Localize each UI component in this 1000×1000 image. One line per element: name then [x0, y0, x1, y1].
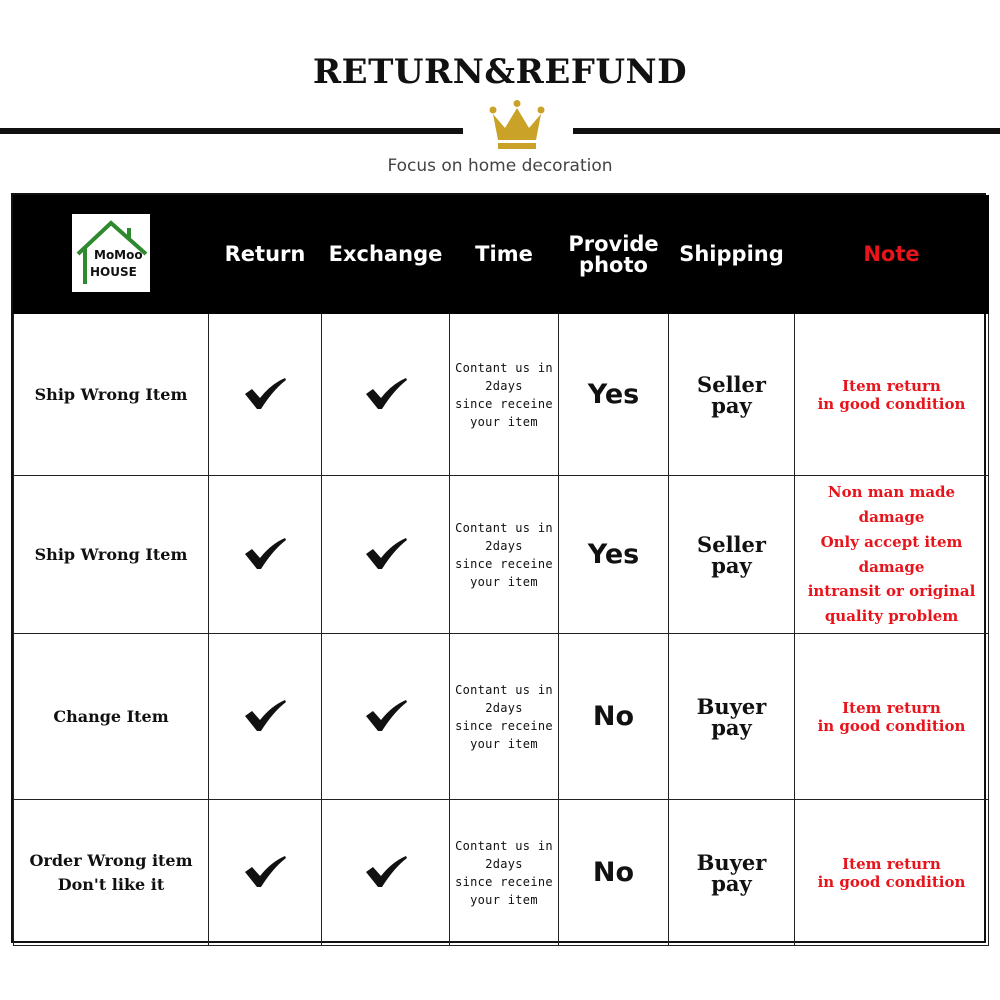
- situation-text: Change Item: [53, 706, 169, 726]
- checkmark-icon: [243, 536, 287, 570]
- shipping-text: Buyer: [696, 693, 767, 719]
- checkmark-icon: [243, 698, 287, 732]
- title-rule-right: [573, 128, 1000, 134]
- shipping-cell: [669, 800, 795, 946]
- note-cell: [795, 634, 989, 800]
- return-cell: [209, 634, 322, 800]
- checkmark-icon: [364, 854, 408, 888]
- note-text: Item return: [842, 698, 941, 717]
- return-refund-table: [11, 193, 986, 943]
- shipping-cell: [669, 314, 795, 476]
- note-text: Item return: [842, 854, 941, 873]
- column-header-note: Note: [795, 196, 989, 314]
- time-text: 2days: [485, 856, 523, 871]
- exchange-cell: [322, 476, 450, 634]
- time-cell: [450, 476, 559, 634]
- time-text: since receine: [455, 556, 553, 571]
- checkmark-icon: [243, 854, 287, 888]
- time-text: 2days: [485, 538, 523, 553]
- exchange-cell: [322, 314, 450, 476]
- column-header-time: Time: [450, 196, 559, 314]
- time-cell: [450, 634, 559, 800]
- shipping-text: pay: [711, 870, 752, 896]
- time-text: your item: [470, 892, 538, 907]
- note-text: in good condition: [817, 872, 966, 891]
- time-text: Contant us in: [455, 682, 553, 697]
- situation-text: Don't like it: [57, 874, 165, 894]
- crown-icon: [489, 100, 545, 152]
- note-text: in good condition: [817, 394, 966, 413]
- situation-cell: [14, 476, 209, 634]
- note-text: Only accept item damage: [820, 532, 963, 576]
- time-text: Contant us in: [455, 520, 553, 535]
- logo-text-line1: MoMoo: [94, 247, 143, 262]
- time-text: since receine: [455, 396, 553, 411]
- time-text: your item: [470, 736, 538, 751]
- time-cell: [450, 314, 559, 476]
- provide-photo-cell: No: [559, 800, 669, 946]
- table-header-row: [14, 196, 989, 314]
- time-cell: [450, 800, 559, 946]
- provide-photo-cell: Yes: [559, 314, 669, 476]
- shipping-text: pay: [711, 392, 752, 418]
- note-text: intransit or original: [807, 582, 976, 601]
- provide-photo-header-line: Provide: [568, 231, 659, 256]
- time-text: Contant us in: [455, 360, 553, 375]
- checkmark-icon: [364, 536, 408, 570]
- situation-cell: [14, 634, 209, 800]
- column-header-exchange: Exchange: [322, 196, 450, 314]
- logo-text-line2: HOUSE: [90, 264, 137, 279]
- time-text: 2days: [485, 378, 523, 393]
- shipping-text: pay: [711, 714, 752, 740]
- shipping-cell: [669, 634, 795, 800]
- page-title: RETURN&REFUND: [312, 52, 688, 92]
- note-cell: [795, 800, 989, 946]
- column-header-shipping: Shipping: [669, 196, 795, 314]
- provide-photo-cell: No: [559, 634, 669, 800]
- column-header-provide-photo: [559, 196, 669, 314]
- note-text: in good condition: [817, 716, 966, 735]
- note-cell: [795, 314, 989, 476]
- shipping-text: Buyer: [696, 849, 767, 875]
- return-cell: [209, 800, 322, 946]
- table-body: [14, 314, 989, 946]
- shipping-text: Seller: [697, 531, 766, 557]
- shipping-text: pay: [711, 552, 752, 578]
- checkmark-icon: [364, 698, 408, 732]
- checkmark-icon: [364, 376, 408, 410]
- note-text: quality problem: [824, 607, 959, 625]
- time-text: your item: [470, 414, 538, 429]
- time-text: your item: [470, 574, 538, 589]
- table-row: [14, 314, 989, 476]
- time-text: since receine: [455, 874, 553, 889]
- provide-photo-cell: Yes: [559, 476, 669, 634]
- checkmark-icon: [243, 376, 287, 410]
- situation-text: Ship Wrong Item: [34, 384, 188, 404]
- column-header-return: Return: [209, 196, 322, 314]
- exchange-cell: [322, 800, 450, 946]
- time-text: since receine: [455, 718, 553, 733]
- situation-cell: [14, 800, 209, 946]
- shipping-text: Seller: [697, 371, 766, 397]
- situation-text: Ship Wrong Item: [34, 544, 188, 564]
- provide-photo-header-line: photo: [579, 252, 648, 277]
- time-text: 2days: [485, 700, 523, 715]
- momoo-house-logo: [72, 214, 150, 292]
- note-text: Non man made damage: [827, 483, 956, 526]
- subtitle: Focus on home decoration: [387, 156, 613, 176]
- situation-cell: [14, 314, 209, 476]
- logo-cell: [14, 196, 209, 314]
- table-row: [14, 476, 989, 634]
- note-cell: [795, 476, 989, 634]
- exchange-cell: [322, 634, 450, 800]
- title-rule-left: [0, 128, 463, 134]
- situation-text: Order Wrong item: [29, 850, 193, 870]
- table-row: [14, 800, 989, 946]
- time-text: Contant us in: [455, 838, 553, 853]
- shipping-cell: [669, 476, 795, 634]
- table-row: [14, 634, 989, 800]
- note-text: Item return: [842, 376, 941, 395]
- return-cell: [209, 476, 322, 634]
- return-cell: [209, 314, 322, 476]
